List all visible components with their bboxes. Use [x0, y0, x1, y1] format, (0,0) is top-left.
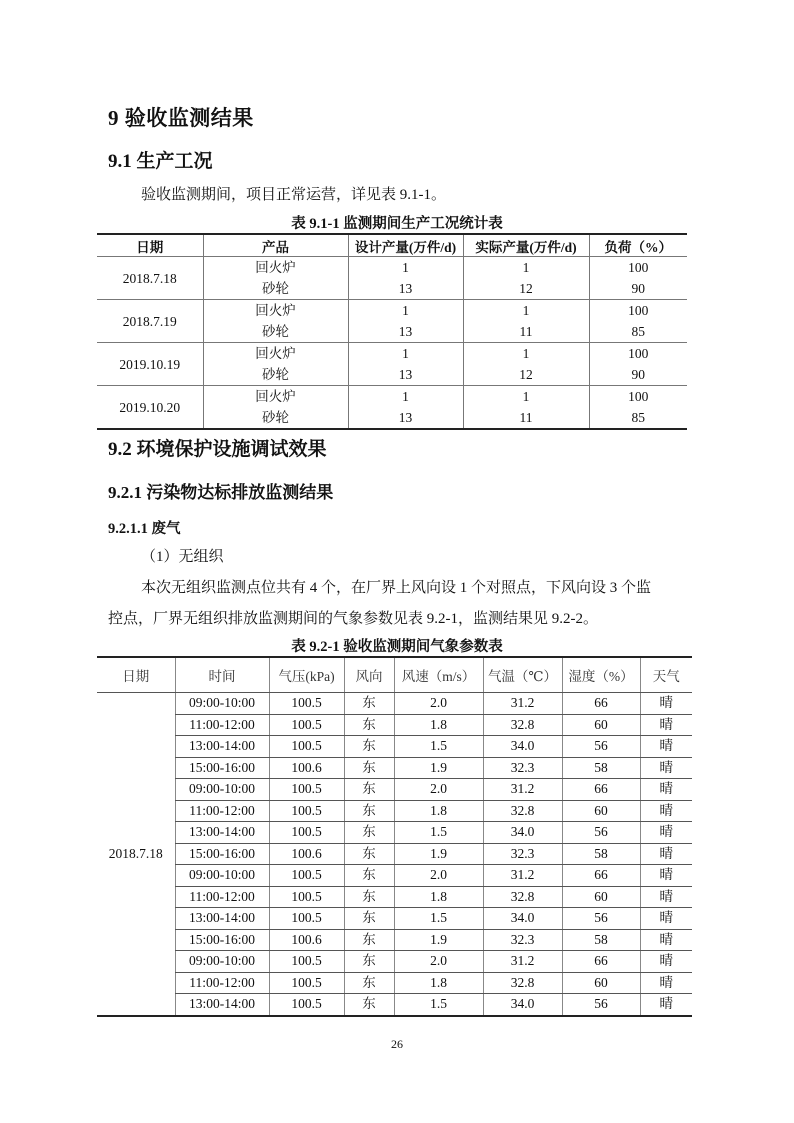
- cell-humidity: 56: [562, 994, 640, 1016]
- chapter-heading: 9 验收监测结果: [108, 106, 254, 130]
- table-row: [97, 994, 692, 1016]
- cell-temperature: 31.2: [483, 951, 562, 973]
- cell-weather: 晴: [640, 822, 692, 844]
- cell-design-output: 13: [348, 407, 463, 429]
- cell-wind-direction: 东: [344, 822, 394, 844]
- cell-load: 100: [589, 343, 687, 365]
- cell-pressure: 100.5: [269, 865, 344, 887]
- cell-pressure: 100.5: [269, 908, 344, 930]
- cell-wind-speed: 1.9: [394, 929, 483, 951]
- cell-pressure: 100.5: [269, 800, 344, 822]
- table-row: [97, 972, 692, 994]
- cell-pressure: 100.6: [269, 843, 344, 865]
- cell-humidity: 56: [562, 822, 640, 844]
- cell-design-output: 1: [348, 343, 463, 365]
- cell-weather: 晴: [640, 800, 692, 822]
- cell-pressure: 100.5: [269, 972, 344, 994]
- cell-design-output: 13: [348, 321, 463, 343]
- cell-actual-output: 12: [463, 364, 589, 386]
- cell-wind-speed: 1.5: [394, 994, 483, 1016]
- table-row: [97, 908, 692, 930]
- cell-design-output: 13: [348, 278, 463, 300]
- header-date: 日期: [97, 657, 175, 693]
- cell-pressure: 100.5: [269, 736, 344, 758]
- cell-actual-output: 1: [463, 343, 589, 365]
- header-weather: 天气: [640, 657, 692, 693]
- table-row: [97, 822, 692, 844]
- cell-temperature: 32.3: [483, 757, 562, 779]
- cell-wind-speed: 1.5: [394, 736, 483, 758]
- cell-product: 砂轮: [203, 364, 348, 386]
- table-row: [97, 714, 692, 736]
- cell-wind-speed: 2.0: [394, 693, 483, 715]
- cell-wind-speed: 2.0: [394, 951, 483, 973]
- cell-temperature: 32.8: [483, 886, 562, 908]
- cell-wind-direction: 东: [344, 800, 394, 822]
- cell-temperature: 32.8: [483, 714, 562, 736]
- table-row: [97, 886, 692, 908]
- cell-wind-direction: 东: [344, 886, 394, 908]
- production-table: [97, 233, 687, 430]
- header-time: 时间: [175, 657, 269, 693]
- cell-time: 13:00-14:00: [175, 822, 269, 844]
- cell-weather: 晴: [640, 994, 692, 1016]
- cell-pressure: 100.6: [269, 757, 344, 779]
- cell-wind-speed: 1.9: [394, 757, 483, 779]
- cell-time: 09:00-10:00: [175, 693, 269, 715]
- cell-humidity: 60: [562, 800, 640, 822]
- cell-weather: 晴: [640, 843, 692, 865]
- cell-design-output: 1: [348, 386, 463, 408]
- cell-actual-output: 11: [463, 407, 589, 429]
- cell-humidity: 60: [562, 714, 640, 736]
- cell-date: 2019.10.20: [119, 399, 181, 415]
- cell-date: 2018.7.18: [108, 845, 163, 861]
- cell-wind-direction: 东: [344, 714, 394, 736]
- cell-weather: 晴: [640, 865, 692, 887]
- cell-time: 15:00-16:00: [175, 929, 269, 951]
- header-design-output: 设计产量(万件/d): [348, 234, 463, 257]
- cell-humidity: 66: [562, 865, 640, 887]
- paragraph-9-2-line2: 控点，厂界无组织排放监测期间的气象参数见表 9.2-1，监测结果见 9.2-2。: [108, 611, 598, 627]
- section-heading-9-2-1-1: 9.2.1.1 废气: [108, 521, 181, 537]
- table-row: [97, 757, 692, 779]
- header-humidity: 湿度（%）: [562, 657, 640, 693]
- cell-date: 2018.7.19: [97, 300, 203, 343]
- cell-load: 85: [589, 407, 687, 429]
- cell-weather: 晴: [640, 736, 692, 758]
- cell-temperature: 31.2: [483, 865, 562, 887]
- cell-pressure: 100.5: [269, 822, 344, 844]
- cell-time: 15:00-16:00: [175, 843, 269, 865]
- cell-weather: 晴: [640, 908, 692, 930]
- table-row: [97, 257, 687, 279]
- cell-wind-direction: 东: [344, 929, 394, 951]
- cell-humidity: 56: [562, 908, 640, 930]
- cell-wind-direction: 东: [344, 779, 394, 801]
- cell-load: 90: [589, 364, 687, 386]
- cell-humidity: 66: [562, 779, 640, 801]
- cell-weather: 晴: [640, 929, 692, 951]
- cell-wind-direction: 东: [344, 972, 394, 994]
- cell-humidity: 58: [562, 757, 640, 779]
- cell-load: 90: [589, 278, 687, 300]
- cell-load: 100: [589, 300, 687, 322]
- cell-weather: 晴: [640, 951, 692, 973]
- cell-wind-direction: 东: [344, 994, 394, 1016]
- cell-time: 15:00-16:00: [175, 757, 269, 779]
- cell-humidity: 56: [562, 736, 640, 758]
- cell-product: 砂轮: [203, 321, 348, 343]
- cell-time: 11:00-12:00: [175, 886, 269, 908]
- cell-temperature: 32.8: [483, 800, 562, 822]
- cell-wind-direction: 东: [344, 908, 394, 930]
- cell-pressure: 100.5: [269, 994, 344, 1016]
- cell-product: 砂轮: [203, 278, 348, 300]
- cell-time: 09:00-10:00: [175, 951, 269, 973]
- cell-design-output: 1: [348, 257, 463, 279]
- table-row: [97, 779, 692, 801]
- cell-wind-direction: 东: [344, 736, 394, 758]
- header-actual-output: 实际产量(万件/d): [463, 234, 589, 257]
- cell-date: 2018.7.18: [97, 257, 203, 300]
- cell-time: 11:00-12:00: [175, 800, 269, 822]
- cell-load: 100: [589, 386, 687, 408]
- cell-weather: 晴: [640, 757, 692, 779]
- cell-temperature: 34.0: [483, 994, 562, 1016]
- table-9-2-1-caption: 表 9.2-1 验收监测期间气象参数表: [291, 639, 503, 655]
- cell-wind-speed: 1.8: [394, 972, 483, 994]
- cell-product: 回火炉: [203, 300, 348, 322]
- cell-load: 100: [589, 257, 687, 279]
- cell-design-output: 13: [348, 364, 463, 386]
- cell-pressure: 100.5: [269, 886, 344, 908]
- cell-actual-output: 1: [463, 300, 589, 322]
- section-heading-9-2-1: 9.2.1 污染物达标排放监测结果: [108, 483, 334, 502]
- cell-wind-direction: 东: [344, 951, 394, 973]
- header-temperature: 气温（℃）: [483, 657, 562, 693]
- table-row: [97, 736, 692, 758]
- section-heading-9-1: 9.1 生产工况: [108, 151, 213, 172]
- cell-temperature: 32.3: [483, 929, 562, 951]
- paragraph-9-1: 验收监测期间，项目正常运营，详见表 9.1-1。: [141, 187, 446, 203]
- cell-wind-direction: 东: [344, 693, 394, 715]
- cell-temperature: 34.0: [483, 908, 562, 930]
- table-row: [97, 343, 687, 365]
- cell-weather: 晴: [640, 972, 692, 994]
- header-date: 日期: [97, 234, 203, 257]
- cell-temperature: 34.0: [483, 736, 562, 758]
- table-row: [97, 800, 692, 822]
- cell-humidity: 60: [562, 972, 640, 994]
- cell-pressure: 100.6: [269, 929, 344, 951]
- cell-design-output: 1: [348, 300, 463, 322]
- cell-wind-speed: 1.5: [394, 908, 483, 930]
- table-row: [97, 951, 692, 973]
- cell-pressure: 100.5: [269, 714, 344, 736]
- table-row: [97, 929, 692, 951]
- cell-wind-speed: 1.5: [394, 822, 483, 844]
- cell-time: 13:00-14:00: [175, 994, 269, 1016]
- table-row: [97, 300, 687, 322]
- section-heading-9-2: 9.2 环境保护设施调试效果: [108, 439, 327, 460]
- cell-product: 砂轮: [203, 407, 348, 429]
- cell-time: 11:00-12:00: [175, 972, 269, 994]
- production-table-header: [97, 234, 687, 257]
- cell-temperature: 31.2: [483, 779, 562, 801]
- cell-wind-speed: 1.8: [394, 886, 483, 908]
- table-row: [97, 386, 687, 408]
- cell-pressure: 100.5: [269, 951, 344, 973]
- cell-pressure: 100.5: [269, 693, 344, 715]
- cell-load: 85: [589, 321, 687, 343]
- page-number: 26: [391, 1037, 403, 1051]
- cell-time: 13:00-14:00: [175, 736, 269, 758]
- cell-time: 11:00-12:00: [175, 714, 269, 736]
- paragraph-9-2-line1: 本次无组织监测点位共有 4 个，在厂界上风向设 1 个对照点，下风向设 3 个监: [141, 580, 652, 596]
- cell-temperature: 32.8: [483, 972, 562, 994]
- cell-weather: 晴: [640, 886, 692, 908]
- header-wind-speed: 风速（m/s）: [394, 657, 483, 693]
- table-row: [97, 865, 692, 887]
- cell-time: 13:00-14:00: [175, 908, 269, 930]
- cell-wind-speed: 2.0: [394, 865, 483, 887]
- header-product: 产品: [203, 234, 348, 257]
- cell-time: 09:00-10:00: [175, 865, 269, 887]
- cell-humidity: 60: [562, 886, 640, 908]
- cell-actual-output: 12: [463, 278, 589, 300]
- cell-humidity: 58: [562, 843, 640, 865]
- cell-weather: 晴: [640, 693, 692, 715]
- cell-product: 回火炉: [203, 386, 348, 408]
- table-9-1-1-caption: 表 9.1-1 监测期间生产工况统计表: [291, 216, 503, 232]
- cell-actual-output: 11: [463, 321, 589, 343]
- cell-wind-direction: 东: [344, 865, 394, 887]
- header-wind-direction: 风向: [344, 657, 394, 693]
- header-pressure: 气压(kPa): [269, 657, 344, 693]
- cell-date: 2019.10.19: [97, 343, 203, 386]
- header-load: 负荷（%）: [589, 234, 687, 257]
- cell-actual-output: 1: [463, 386, 589, 408]
- cell-weather: 晴: [640, 714, 692, 736]
- cell-time: 09:00-10:00: [175, 779, 269, 801]
- item-unorganized: （1）无组织: [141, 549, 224, 565]
- cell-temperature: 32.3: [483, 843, 562, 865]
- table-row: [97, 693, 692, 715]
- cell-humidity: 58: [562, 929, 640, 951]
- cell-wind-speed: 1.8: [394, 800, 483, 822]
- cell-pressure: 100.5: [269, 779, 344, 801]
- cell-actual-output: 1: [463, 257, 589, 279]
- cell-wind-direction: 东: [344, 757, 394, 779]
- cell-wind-speed: 1.8: [394, 714, 483, 736]
- cell-humidity: 66: [562, 951, 640, 973]
- cell-temperature: 34.0: [483, 822, 562, 844]
- cell-wind-speed: 2.0: [394, 779, 483, 801]
- cell-wind-speed: 1.9: [394, 843, 483, 865]
- weather-table: [97, 656, 692, 1017]
- weather-table-header: [97, 657, 692, 693]
- cell-product: 回火炉: [203, 257, 348, 279]
- cell-weather: 晴: [640, 779, 692, 801]
- table-row: [97, 843, 692, 865]
- cell-humidity: 66: [562, 693, 640, 715]
- cell-product: 回火炉: [203, 343, 348, 365]
- cell-temperature: 31.2: [483, 693, 562, 715]
- cell-wind-direction: 东: [344, 843, 394, 865]
